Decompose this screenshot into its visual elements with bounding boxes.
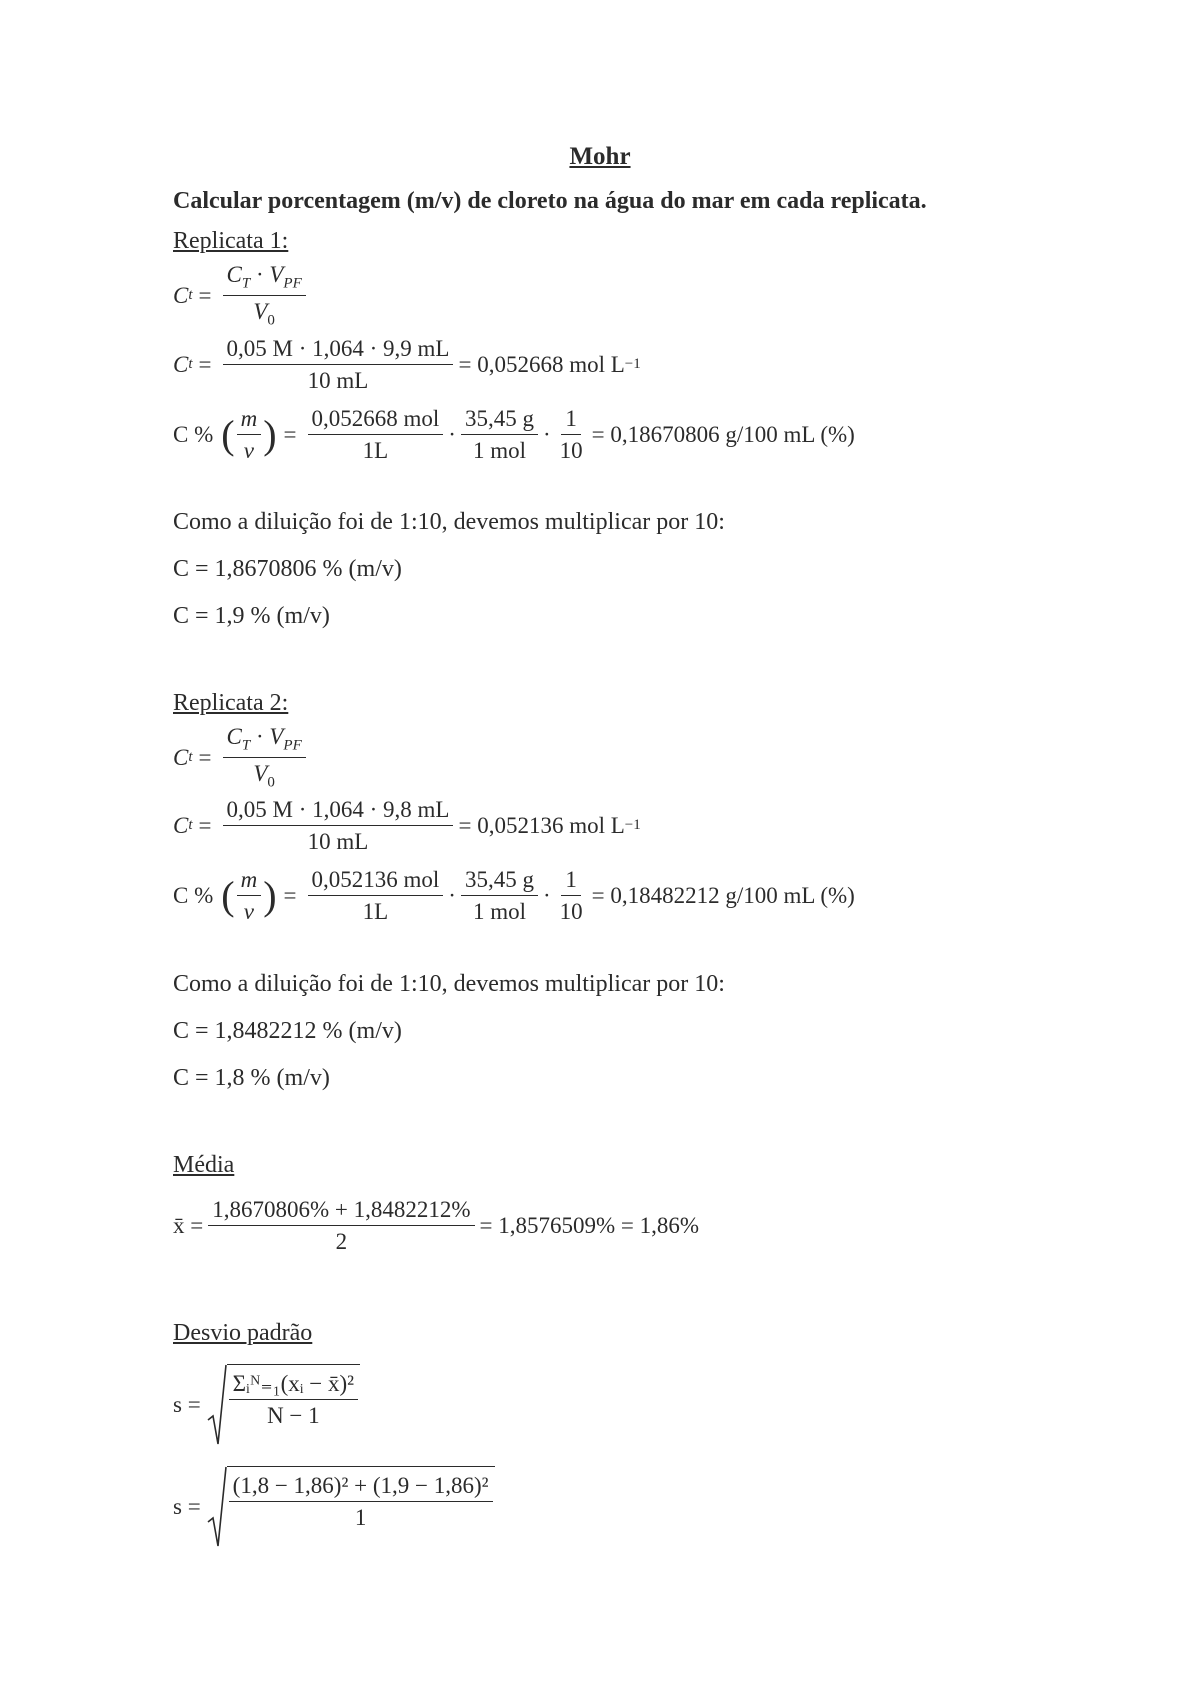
fraction: $\frac{C_T \cdot V_{PF}}{V_0}$ [223, 724, 306, 791]
concentration-result-2b: C = 1,8 % (m/v) [173, 1065, 330, 1091]
dilution-note-1: Como a diluição foi de 1:10, devemos multiplicar por 10: [173, 509, 725, 535]
equation-percentage-2: C % ( $\frac{m}{v}$ ) = $\frac{\text{0,052136 mol}}{1L}$ · $\frac{35,45 g}{\text{1 mol}}$ · $\frac{1}{10}$ = 0,18482212 g/100 mL (%) [173, 867, 855, 925]
equation-std-formula: s = $\frac{\text{Σᵢᴺ₌₁(xᵢ − x̄)²}}{N - 1}$ [173, 1364, 360, 1446]
task-heading: Calcular porcentagem (m/v) de cloreto na água do mar em cada replicata. [173, 188, 927, 214]
fraction: $\frac{0,05 M \cdot 1,064 \cdot 9,9 mL}{10 mL}$ [223, 336, 454, 394]
fraction: $\frac{0,05 M \cdot 1,064 \cdot 9,8 mL}{10 mL}$ [223, 797, 454, 855]
dilution-note-2: Como a diluição foi de 1:10, devemos multiplicar por 10: [173, 971, 725, 997]
page-title: Mohr [569, 143, 631, 170]
radical-sign: $\frac{\text{(1,8 − 1,86)² + (1,9 − 1,86)²}}{1}$ [207, 1466, 495, 1548]
section-label-media: Média [173, 1152, 235, 1178]
equation-ct-calculation-2: C t = $\frac{0,05 M \cdot 1,064 \cdot 9,8 mL}{10 mL}$ = 0,052136 mol L −1 [173, 797, 641, 855]
concentration-result-1b: C = 1,9 % (m/v) [173, 603, 330, 629]
radical-sign: $\frac{\text{Σᵢᴺ₌₁(xᵢ − x̄)²}}{N - 1}$ [207, 1364, 360, 1446]
equation-std-calculation: s = $\frac{\text{(1,8 − 1,86)² + (1,9 − 1,86)²}}{1}$ [173, 1466, 495, 1548]
fraction: $\frac{C_T \cdot V_{PF}}{V_0}$ [223, 262, 306, 329]
fraction: $\frac{1,8670806\% + 1,8482212\%}{2}$ [208, 1197, 474, 1255]
concentration-result-2a: C = 1,8482212 % (m/v) [173, 1018, 402, 1044]
equation-ct-definition-2: C t = $\frac{C_T \cdot V_{PF}}{V_0}$ [173, 724, 311, 791]
concentration-result-1a: C = 1,8670806 % (m/v) [173, 556, 402, 582]
section-label-desvio-padrao: Desvio padrão [173, 1320, 313, 1346]
equation-percentage-1: C % ( $\frac{m}{v}$ ) = $\frac{\text{0,052668 mol}}{1L}$ · $\frac{35,45 g}{\text{1 mol}}$ · $\frac{1}{10}$ = 0,18670806 g/100 mL (%) [173, 406, 855, 464]
section-label-replicata-2: Replicata 2: [173, 690, 289, 716]
equation-ct-calculation-1: C t = $\frac{0,05 M \cdot 1,064 \cdot 9,9 mL}{10 mL}$ = 0,052668 mol L −1 [173, 336, 641, 394]
equation-mean: x̄ = $\frac{1,8670806\% + 1,8482212\%}{2}$ = 1,8576509% = 1,86% [173, 1197, 700, 1255]
section-label-replicata-1: Replicata 1: [173, 228, 289, 254]
equation-ct-definition-1: C t = $\frac{C_T \cdot V_{PF}}{V_0}$ [173, 262, 311, 329]
